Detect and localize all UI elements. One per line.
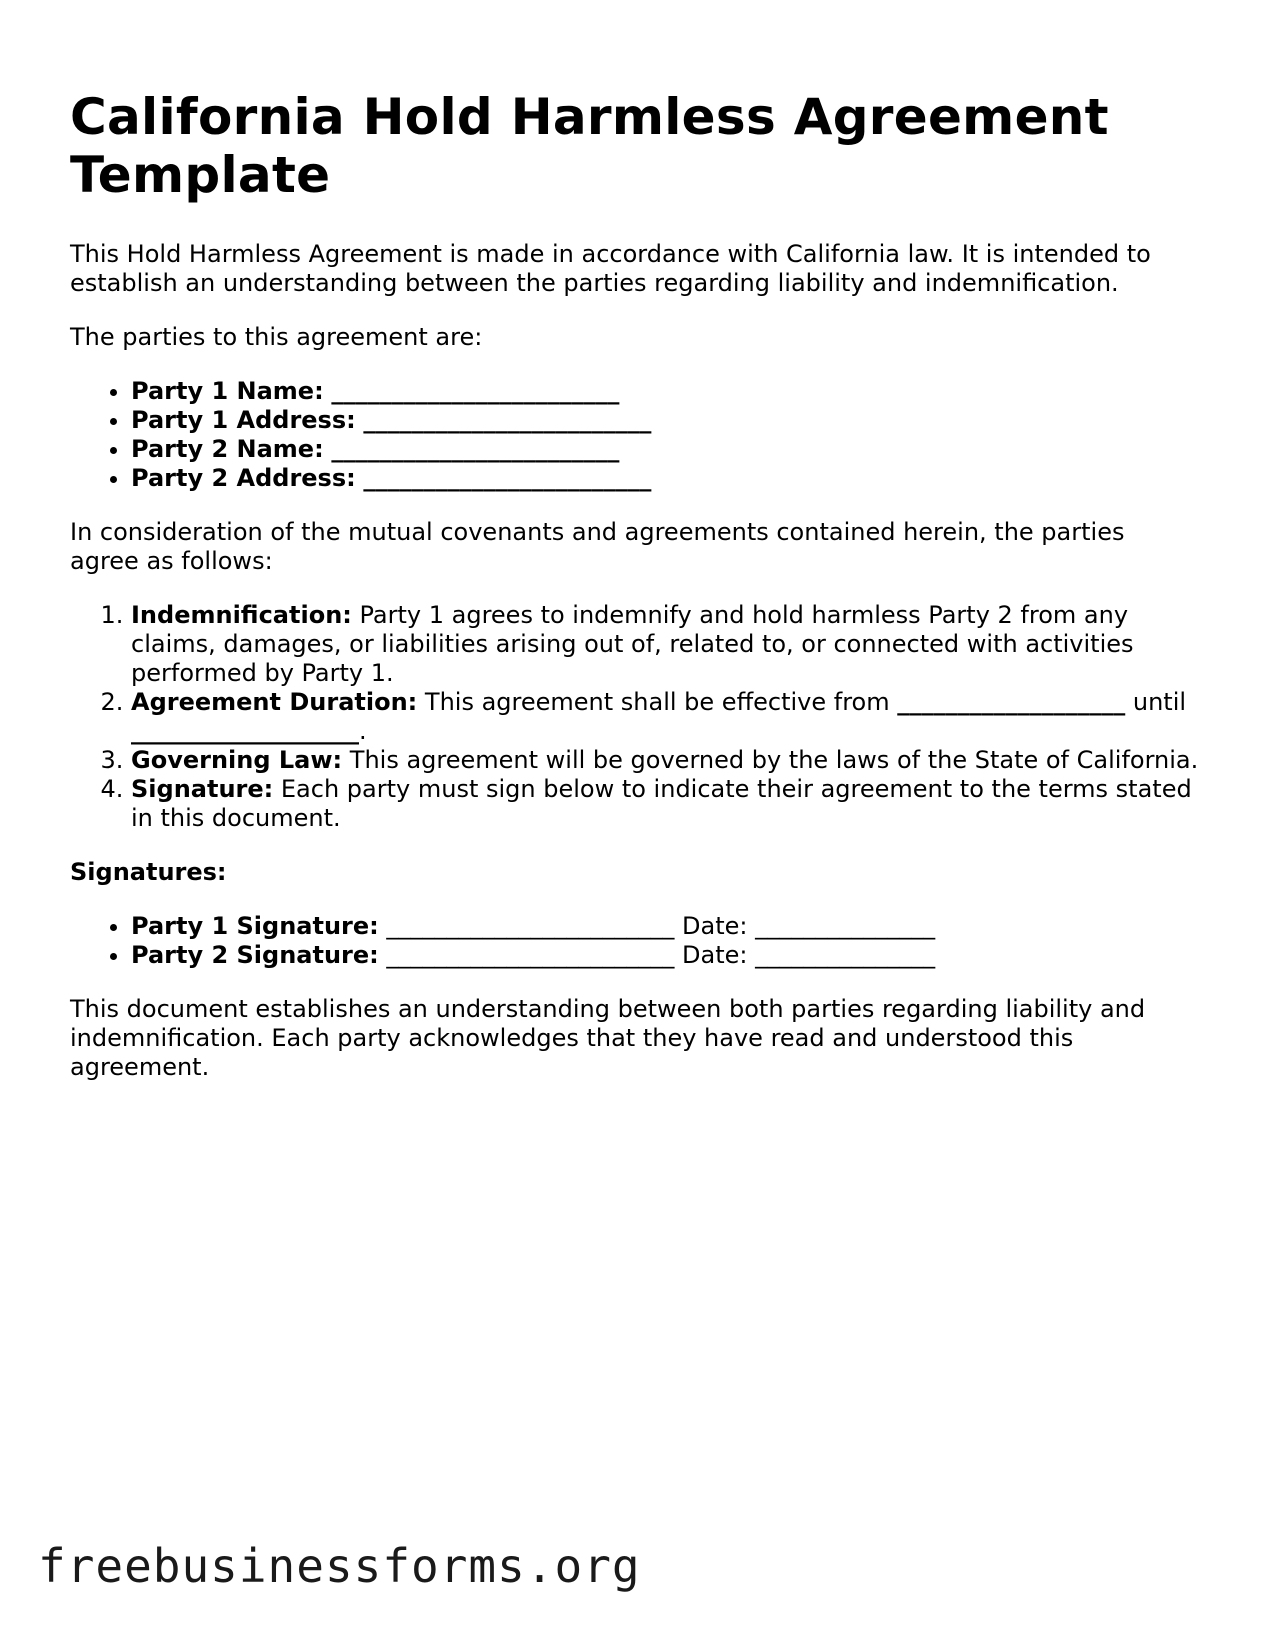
field-label: Party 2 Signature:	[131, 941, 379, 969]
date-label: Date:	[682, 912, 748, 940]
terms-list	[70, 601, 1200, 833]
term-agreement-duration	[131, 688, 1200, 746]
list-item-party-1-address	[131, 406, 1200, 435]
document-title: California Hold Harmless Agreement Template	[70, 88, 1109, 204]
field-label: Party 1 Name:	[131, 377, 324, 405]
intro-paragraph: This Hold Harmless Agreement is made in accordance with California law. It is intended to establish an understanding between the parties regarding liability and indemnification.	[70, 240, 1151, 297]
party-1-name-blank: ________________________	[331, 377, 620, 405]
signatures-heading: Signatures:	[70, 858, 227, 886]
term-text: .	[359, 717, 367, 745]
party-1-signature-blank: ________________________	[386, 912, 675, 940]
party-2-signature-blank: ________________________	[386, 941, 675, 969]
party-2-address-blank: ________________________	[363, 464, 652, 492]
term-text: Each party must sign below to indicate their agreement to the terms stated in this document.	[131, 775, 1192, 832]
field-label: Party 1 Signature:	[131, 912, 379, 940]
term-label: Governing Law:	[131, 746, 343, 774]
term-text: This agreement shall be effective from	[424, 688, 890, 716]
term-text: Party 1 agrees to indemnify and hold harmless Party 2 from any claims, damages, or liabilities arising out of, related to, or connected with activities performed by Party 1.	[131, 601, 1134, 687]
consideration-paragraph: In consideration of the mutual covenants and agreements contained herein, the parties agree as follows:	[70, 518, 1125, 575]
party-2-name-blank: ________________________	[331, 435, 620, 463]
end-date-blank: ___________________	[131, 717, 359, 745]
party-1-date-blank: _______________	[755, 912, 936, 940]
field-label: Party 2 Name:	[131, 435, 324, 463]
date-label: Date:	[682, 941, 748, 969]
term-signature	[131, 775, 1200, 833]
party-2-date-blank: _______________	[755, 941, 936, 969]
list-item-party-2-address	[131, 464, 1200, 493]
term-text: until	[1132, 688, 1187, 716]
field-label: Party 1 Address:	[131, 406, 356, 434]
list-item-party-2-signature	[131, 941, 1200, 970]
term-indemnification	[131, 601, 1200, 688]
term-label: Indemnification:	[131, 601, 352, 629]
watermark-text: freebusinessforms.org	[38, 1539, 641, 1593]
closing-paragraph: This document establishes an understanding between both parties regarding liability and indemnification. Each party acknowledges that they have read and understood this agreement.	[70, 995, 1146, 1081]
parties-intro: The parties to this agreement are:	[70, 323, 483, 351]
list-item-party-1-name	[131, 377, 1200, 406]
field-label: Party 2 Address:	[131, 464, 356, 492]
document-page	[70, 88, 1200, 1082]
signature-list	[70, 912, 1200, 970]
term-governing-law	[131, 746, 1200, 775]
list-item-party-2-name	[131, 435, 1200, 464]
term-label: Signature:	[131, 775, 274, 803]
start-date-blank: ___________________	[897, 688, 1126, 716]
term-text: This agreement will be governed by the laws of the State of California.	[349, 746, 1199, 774]
party-1-address-blank: ________________________	[363, 406, 652, 434]
list-item-party-1-signature	[131, 912, 1200, 941]
term-label: Agreement Duration:	[131, 688, 418, 716]
party-list	[70, 377, 1200, 493]
